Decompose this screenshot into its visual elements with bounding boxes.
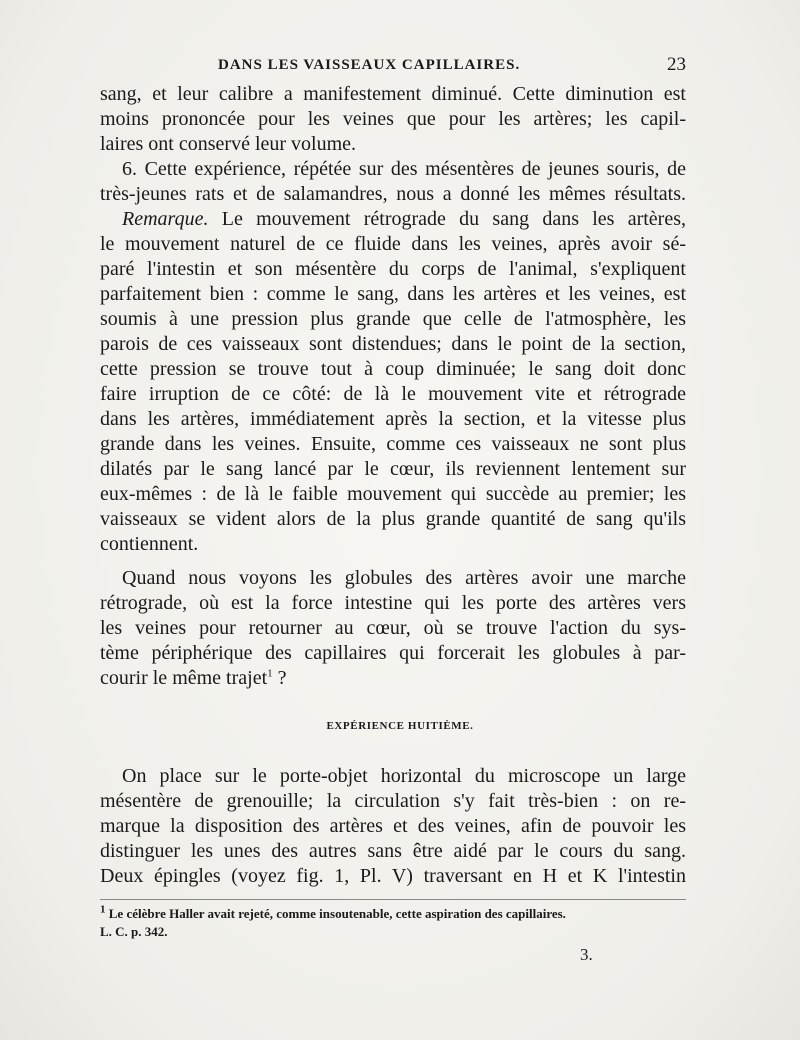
text-line: rétrograde, où est la force intestine qui les porte des artères vers <box>100 592 686 614</box>
text-line: vaisseaux se vident alors de la plus grande quantité de sang qu'ils <box>100 508 686 530</box>
text-line: parois de ces vaisseaux sont distendues; dans le point de la section, <box>100 333 686 355</box>
text-line: Quand nous voyons les globules des artères avoir une marche <box>122 567 686 589</box>
remark-label: Remarque. <box>122 208 209 230</box>
text-line: On place sur le porte-objet horizontal du microscope un large <box>122 765 686 787</box>
text-line: moins prononcée pour les veines que pour les artères; les capil- <box>100 108 686 130</box>
running-title: DANS LES VAISSEAUX CAPILLAIRES. <box>218 57 521 73</box>
text-line: faire irruption de ce côté: de là le mouvement vite et rétrograde <box>100 383 686 405</box>
text-line: les veines pour retourner au cœur, où se trouve l'action du sys- <box>100 617 686 639</box>
text-line: parfaitement bien : comme le sang, dans les artères et les veines, est <box>100 283 686 305</box>
footnote-reference[interactable]: 1 <box>267 667 273 680</box>
text-line: Deux épingles (voyez fig. 1, Pl. V) traversant en H et K l'intestin <box>100 865 686 887</box>
text-line: 6. Cette expérience, répétée sur des mésentères de jeunes souris, de <box>122 158 686 180</box>
remark-line <box>100 207 686 232</box>
text-line: laires ont conservé leur volume. <box>100 133 357 155</box>
text-line <box>100 666 686 691</box>
footnote-marker: 1 <box>100 903 106 916</box>
text-line: tème périphérique des capillaires qui forcerait les globules à par- <box>100 642 686 664</box>
remark-lead-text: Le mouvement rétrograde du sang dans les artères, <box>208 208 686 230</box>
text-line: sang, et leur calibre a manifestement diminué. Cette diminution est <box>100 83 686 105</box>
text-line: dans les artères, immédiatement après la section, et la vitesse plus <box>100 408 686 430</box>
text-line: soumis à une pression plus grande que celle de l'atmosphère, les <box>100 308 686 330</box>
footnote-text: Le célèbre Haller avait rejeté, comme insoutenable, cette aspiration des capillaires. <box>105 906 566 921</box>
running-head <box>100 54 686 81</box>
last-line-end: ? <box>272 667 287 689</box>
text-line: très-jeunes rats et de salamandres, nous a donné les mêmes résultats. <box>100 183 686 205</box>
footnote-citation: L. C. p. 342. <box>100 924 168 939</box>
text-block-question <box>100 566 686 691</box>
text-line: cette pression se trouve tout à coup diminuée; le sang doit donc <box>100 358 686 380</box>
text-line: grande dans les veines. Ensuite, comme ces vaisseaux ne sont plus <box>100 433 686 455</box>
section-heading: EXPÉRIENCE HUITIÈME. <box>326 720 474 732</box>
last-line-text: courir le même trajet <box>100 667 268 689</box>
text-line: distinguer les unes des autres sans être aidé par le cours du sang. <box>100 840 686 862</box>
text-block-experiment <box>100 764 686 889</box>
text-line: mésentère de grenouille; la circulation s'y fait très-bien : on re- <box>100 790 686 812</box>
text-line: dilatés par le sang lancé par le cœur, ils reviennent lentement sur <box>100 458 686 480</box>
footnote <box>100 905 686 941</box>
text-line: eux-mêmes : de là le faible mouvement qui succède au premier; les <box>100 483 686 505</box>
signature-mark: 3. <box>580 945 593 964</box>
text-line: contiennent. <box>100 533 199 555</box>
page-number: 23 <box>667 54 686 75</box>
text-block-top <box>100 82 686 557</box>
text-line: paré l'intestin et son mésentère du corps de l'animal, s'expliquent <box>100 258 686 280</box>
footnote-line <box>100 905 686 923</box>
footnote-divider <box>100 899 686 900</box>
text-line: marque la disposition des artères et des veines, afin de pouvoir les <box>100 815 686 837</box>
text-line: le mouvement naturel de ce fluide dans les veines, après avoir sé- <box>100 233 686 255</box>
